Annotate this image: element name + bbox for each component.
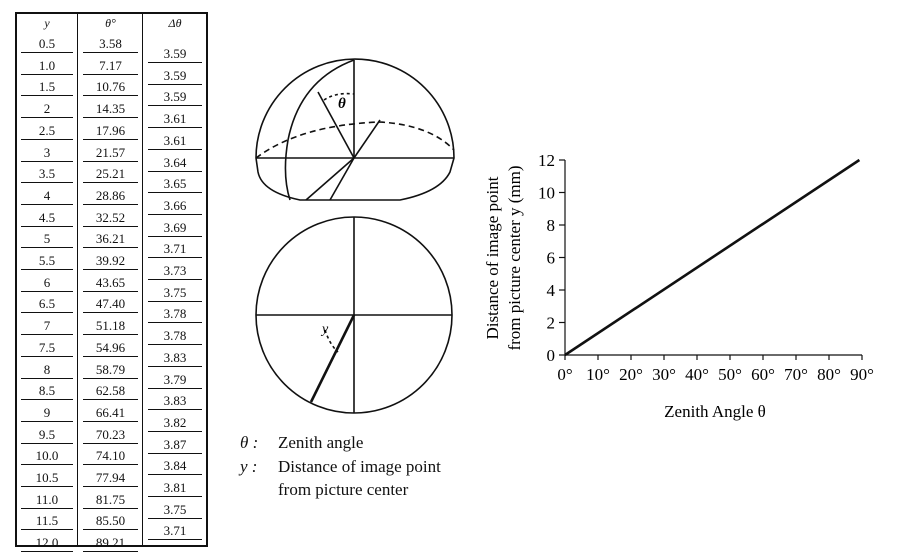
y-value-cell: 4.5: [21, 210, 73, 227]
delta-value-cell: 3.69: [148, 220, 202, 237]
x-tick-label: 60°: [751, 365, 775, 384]
y-value-cell: 1.5: [21, 79, 73, 96]
theta-value-cell: 74.10: [83, 448, 138, 465]
series-line: [565, 160, 859, 355]
theta-value-cell: 85.50: [83, 513, 138, 530]
delta-value-cell: 3.61: [148, 111, 202, 128]
y-value-cell: 5.5: [21, 253, 73, 270]
legend-theta-text: Zenith angle: [278, 433, 364, 452]
delta-value-cell: 3.73: [148, 263, 202, 280]
delta-value-cell: 3.71: [148, 523, 202, 540]
y-value-cell: 9: [21, 405, 73, 422]
delta-value-cell: 3.71: [148, 241, 202, 258]
y-tick-label: 2: [546, 313, 555, 333]
y-value-cell: 6: [21, 275, 73, 292]
hemisphere-ray-lower-2: [330, 158, 354, 200]
delta-value-cell: 3.87: [148, 437, 202, 454]
header-delta: Δθ: [168, 16, 182, 30]
delta-value-cell: 3.66: [148, 198, 202, 215]
delta-value-cell: 3.65: [148, 176, 202, 193]
legend-y-line2: [278, 479, 408, 500]
theta-value-cell: 89.21: [83, 535, 138, 552]
theta-value-cell: 10.76: [83, 79, 138, 96]
delta-value-cell: 3.75: [148, 502, 202, 519]
y-ticks: [538, 151, 565, 365]
delta-value-cell: 3.78: [148, 328, 202, 345]
hemisphere-ray-right: [354, 120, 380, 158]
theta-value-cell: 66.41: [83, 405, 138, 422]
theta-value-cell: 43.65: [83, 275, 138, 292]
legend-theta-symbol: θ :: [240, 433, 259, 452]
theta-value-cell: 51.18: [83, 318, 138, 335]
theta-value-cell: 77.94: [83, 470, 138, 487]
theta-value-cell: 62.58: [83, 383, 138, 400]
x-tick-label: 40°: [685, 365, 709, 384]
line-chart: [483, 151, 874, 421]
y-value-cell: 1.0: [21, 58, 73, 75]
delta-value-cell: 3.79: [148, 372, 202, 389]
delta-value-cell: 3.81: [148, 480, 202, 497]
y-value-cell: 3.5: [21, 166, 73, 183]
delta-value-cell: 3.83: [148, 350, 202, 367]
y-value-cell: 2: [21, 101, 73, 118]
delta-value-cell: 3.59: [148, 46, 202, 63]
theta-value-cell: 25.21: [83, 166, 138, 183]
hemisphere-ray-lower-1: [306, 158, 354, 200]
delta-value-cell: 3.84: [148, 458, 202, 475]
projection-diagram: [256, 217, 452, 413]
x-tick-label: 90°: [850, 365, 874, 384]
theta-value-cell: 36.21: [83, 231, 138, 248]
y-value-cell: 7: [21, 318, 73, 335]
legend-y-symbol: y :: [240, 457, 258, 476]
hemisphere-ray: [318, 92, 354, 158]
y-value-cell: 4: [21, 188, 73, 205]
theta-value-cell: 14.35: [83, 101, 138, 118]
delta-value-cell: 3.83: [148, 393, 202, 410]
theta-value-cell: 58.79: [83, 362, 138, 379]
x-tick-label: 70°: [784, 365, 808, 384]
delta-value-cell: 3.64: [148, 155, 202, 172]
y-tick-label: 8: [546, 216, 555, 235]
x-tick-label: 20°: [619, 365, 643, 384]
delta-value-cell: 3.59: [148, 68, 202, 85]
y-value-cell: 7.5: [21, 340, 73, 357]
theta-value-cell: 39.92: [83, 253, 138, 270]
delta-value-cell: 3.59: [148, 89, 202, 106]
x-tick-label: 30°: [652, 365, 676, 384]
y-tick-label: 12: [538, 151, 555, 170]
y-axis-title-line2: from picture center y (mm): [505, 165, 524, 351]
y-tick-label: 10: [538, 183, 555, 203]
theta-value-cell: 28.86: [83, 188, 138, 205]
y-value-cell: 9.5: [21, 427, 73, 444]
y-value-cell: 5: [21, 231, 73, 248]
legend-y-text-line2: from picture center: [278, 480, 409, 499]
theta-value-cell: 81.75: [83, 492, 138, 509]
x-tick-label: 0°: [557, 365, 573, 384]
y-tick-label: 4: [546, 281, 555, 300]
y-axis-title-line1: Distance of image point: [483, 176, 502, 340]
y-value-cell: 0.5: [21, 36, 73, 53]
theta-value-cell: 3.58: [83, 36, 138, 53]
theta-value-cell: 17.96: [83, 123, 138, 140]
y-value-cell: 12.0: [21, 535, 73, 552]
y-value-cell: 2.5: [21, 123, 73, 140]
x-axis-title: Zenith Angle θ: [664, 402, 766, 421]
legend-y-text-line1: Distance of image point: [278, 457, 441, 476]
legend-theta: [240, 432, 363, 453]
theta-value-cell: 32.52: [83, 210, 138, 227]
theta-label: θ: [338, 96, 346, 112]
theta-value-cell: 21.57: [83, 145, 138, 162]
y-value-cell: 11.0: [21, 492, 73, 509]
y-value-cell: 10.0: [21, 448, 73, 465]
delta-value-cell: 3.61: [148, 133, 202, 150]
theta-value-cell: 47.40: [83, 296, 138, 313]
y-label: y: [322, 322, 329, 337]
y-value-cell: 11.5: [21, 513, 73, 530]
hemisphere-diagram: [256, 59, 454, 200]
theta-value-cell: 54.96: [83, 340, 138, 357]
y-value-cell: 6.5: [21, 296, 73, 313]
y-tick-label: 0: [546, 346, 555, 365]
y-value-cell: 3: [21, 145, 73, 162]
x-tick-label: 10°: [586, 365, 610, 384]
theta-value-cell: 7.17: [83, 58, 138, 75]
delta-value-cell: 3.78: [148, 306, 202, 323]
legend-y: [240, 456, 441, 477]
y-tick-label: 6: [546, 248, 555, 268]
y-value-cell: 8.5: [21, 383, 73, 400]
x-tick-label: 50°: [718, 365, 742, 384]
x-tick-label: 80°: [817, 365, 841, 384]
delta-value-cell: 3.82: [148, 415, 202, 432]
y-value-cell: 10.5: [21, 470, 73, 487]
header-theta: θ°: [105, 16, 116, 30]
y-value-cell: 8: [21, 362, 73, 379]
theta-value-cell: 70.23: [83, 427, 138, 444]
header-y: y: [44, 16, 50, 30]
x-ticks: [557, 355, 874, 384]
series-group: [565, 160, 859, 355]
projection-image-ray: [311, 315, 354, 402]
delta-value-cell: 3.75: [148, 285, 202, 302]
